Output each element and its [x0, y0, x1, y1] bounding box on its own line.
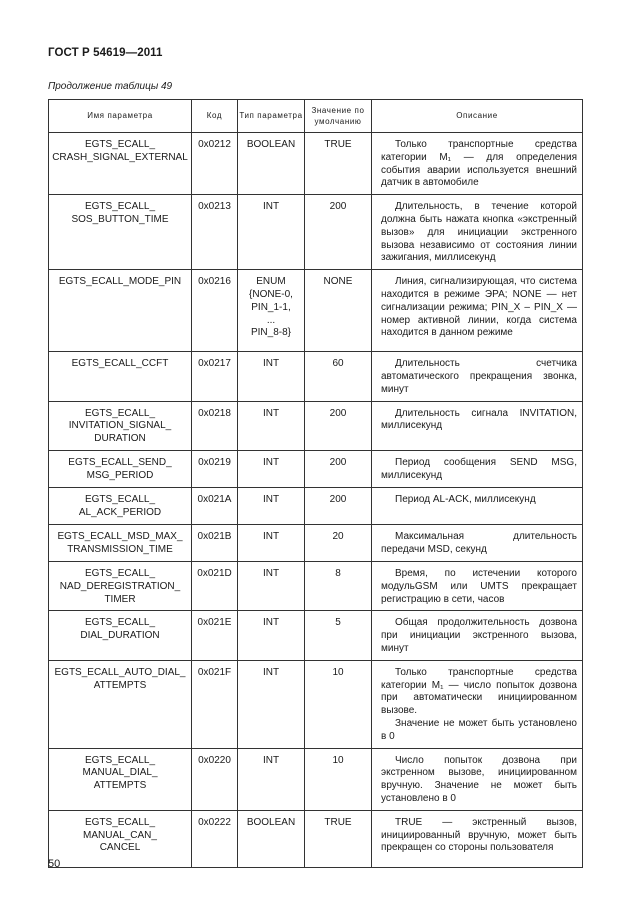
parameter-name-cell: EGTS_ECALL_SEND_ MSG_PERIOD	[49, 450, 192, 487]
parameter-name-cell: EGTS_ECALL_ NAD_DEREGISTRATION_ TIMER	[49, 561, 192, 610]
column-header-name: Имя параметра	[49, 100, 192, 133]
parameter-name-cell: EGTS_ECALL_ AL_ACK_PERIOD	[49, 487, 192, 524]
description-cell	[372, 561, 583, 610]
code-cell: 0x0217	[192, 352, 238, 401]
description-cell	[372, 401, 583, 450]
description-paragraph: Период AL-ACK, миллисекунд	[395, 493, 536, 505]
description-paragraph: Линия, сигнализирующая, что система находится в режиме ЭРА; NONE — нет сигнализации режима; PIN_X – PIN_X — номер активной линии, когда система находится в данном режиме	[381, 276, 577, 339]
code-cell: 0x0222	[192, 810, 238, 867]
code-cell: 0x021D	[192, 561, 238, 610]
table-row	[49, 524, 583, 561]
parameter-name-cell: EGTS_ECALL_ SOS_BUTTON_TIME	[49, 195, 192, 270]
parameter-name-cell: EGTS_ECALL_ MANUAL_DIAL_ ATTEMPTS	[49, 748, 192, 810]
type-cell: INT	[238, 524, 305, 561]
description-cell	[372, 660, 583, 748]
code-cell: 0x0212	[192, 133, 238, 195]
type-cell: BOOLEAN	[238, 810, 305, 867]
code-cell: 0x0220	[192, 748, 238, 810]
description-cell	[372, 810, 583, 867]
type-cell: INT	[238, 450, 305, 487]
column-header-default: Значение по умолчанию	[305, 100, 372, 133]
table-row	[49, 561, 583, 610]
default-value-cell: 8	[305, 561, 372, 610]
default-value-cell: 10	[305, 660, 372, 748]
code-cell: 0x0219	[192, 450, 238, 487]
description-cell	[372, 270, 583, 352]
default-value-cell: 200	[305, 401, 372, 450]
type-cell: INT	[238, 401, 305, 450]
table-row	[49, 611, 583, 660]
description-paragraph: Время, по истечении которого модульGSM или UMTS прекращает регистрацию в сети, часов	[381, 567, 577, 605]
table-row	[49, 352, 583, 401]
table-row	[49, 450, 583, 487]
column-header-code: Код	[192, 100, 238, 133]
code-cell: 0x0216	[192, 270, 238, 352]
description-paragraph: Период сообщения SEND MSG, миллисекунд	[381, 456, 577, 481]
default-value-cell: NONE	[305, 270, 372, 352]
parameter-name-cell: EGTS_ECALL_ INVITATION_SIGNAL_ DURATION	[49, 401, 192, 450]
description-cell	[372, 450, 583, 487]
description-paragraph: Максимальная длительность передачи MSD, секунд	[381, 530, 577, 555]
description-paragraph: Общая продолжительность дозвона при инициации экстренного вызова, минут	[381, 617, 577, 654]
code-cell: 0x0218	[192, 401, 238, 450]
default-value-cell: 10	[305, 748, 372, 810]
code-cell: 0x021A	[192, 487, 238, 524]
type-cell: INT	[238, 748, 305, 810]
description-cell	[372, 195, 583, 270]
default-value-cell: 60	[305, 352, 372, 401]
default-value-cell: 20	[305, 524, 372, 561]
description-paragraph: Только транспортные средства категории M₁ — число попыток дозвона при автоматически инициированном вызове.	[381, 666, 577, 717]
type-cell: INT	[238, 487, 305, 524]
table-row	[49, 401, 583, 450]
table-row	[49, 487, 583, 524]
table-row	[49, 810, 583, 867]
code-cell: 0x021B	[192, 524, 238, 561]
parameters-table	[48, 99, 583, 868]
description-cell	[372, 133, 583, 195]
parameter-name-cell: EGTS_ECALL_AUTO_DIAL_ ATTEMPTS	[49, 660, 192, 748]
description-cell	[372, 611, 583, 660]
table-row	[49, 660, 583, 748]
document-header: ГОСТ Р 54619—2011	[48, 47, 163, 59]
default-value-cell: TRUE	[305, 133, 372, 195]
page-number: 50	[48, 858, 61, 870]
table-row	[49, 195, 583, 270]
type-cell: INT	[238, 561, 305, 610]
description-paragraph: Значение не может быть установлено в 0	[381, 717, 577, 742]
type-cell: ENUM {NONE-0, PIN_1-1, ... PIN_8-8}	[238, 270, 305, 352]
description-cell	[372, 352, 583, 401]
column-header-type: Тип параметра	[238, 100, 305, 133]
table-caption: Продолжение таблицы 49	[48, 81, 173, 92]
column-header-description: Описание	[372, 100, 583, 133]
type-cell: INT	[238, 660, 305, 748]
type-cell: INT	[238, 195, 305, 270]
description-paragraph: TRUE — экстренный вызов, инициированный вручную, может быть прекращен со стороны пользователя	[381, 816, 577, 854]
table-header-row	[49, 100, 583, 133]
table-row	[49, 270, 583, 352]
default-value-cell: TRUE	[305, 810, 372, 867]
description-cell	[372, 487, 583, 524]
default-value-cell: 200	[305, 450, 372, 487]
code-cell: 0x021F	[192, 660, 238, 748]
description-paragraph: Длительность, в течение которой должна быть нажата кнопка «экстренный вызов» для инициации экстренного вызова независимо от состояния линии зажигания, миллисекунд	[381, 201, 577, 264]
code-cell: 0x0213	[192, 195, 238, 270]
type-cell: INT	[238, 611, 305, 660]
table-row	[49, 133, 583, 195]
description-paragraph: Длительность счетчика автоматического прекращения звонка, минут	[381, 358, 577, 395]
description-paragraph: Число попыток дозвона при экстренном вызове, инициированном вручную. Значение не может быть установлено в 0	[381, 754, 577, 804]
parameter-name-cell: EGTS_ECALL_MSD_MAX_ TRANSMISSION_TIME	[49, 524, 192, 561]
parameter-name-cell: EGTS_ECALL_ MANUAL_CAN_ CANCEL	[49, 810, 192, 867]
parameter-name-cell: EGTS_ECALL_MODE_PIN	[49, 270, 192, 352]
description-cell	[372, 524, 583, 561]
default-value-cell: 200	[305, 195, 372, 270]
description-paragraph: Только транспортные средства категории M₁ — для определения события аварии используется внешний датчик в автомобиле	[381, 139, 577, 189]
table-row	[49, 748, 583, 810]
default-value-cell: 200	[305, 487, 372, 524]
type-cell: INT	[238, 352, 305, 401]
parameter-name-cell: EGTS_ECALL_ DIAL_DURATION	[49, 611, 192, 660]
parameter-name-cell: EGTS_ECALL_ CRASH_SIGNAL_EXTERNAL	[49, 133, 192, 195]
description-paragraph: Длительность сигнала INVITATION, миллисекунд	[381, 407, 577, 432]
default-value-cell: 5	[305, 611, 372, 660]
type-cell: BOOLEAN	[238, 133, 305, 195]
parameter-name-cell: EGTS_ECALL_CCFT	[49, 352, 192, 401]
description-cell	[372, 748, 583, 810]
code-cell: 0x021E	[192, 611, 238, 660]
